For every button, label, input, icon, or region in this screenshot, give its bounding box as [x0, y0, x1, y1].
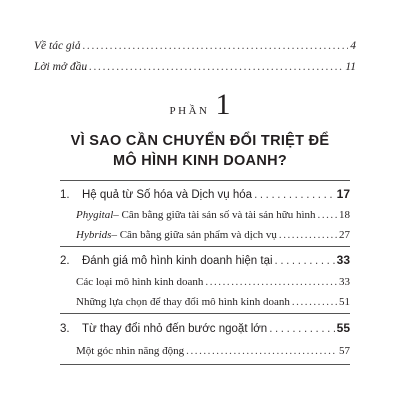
chapter-title: Đánh giá mô hình kinh doanh hiện tại [82, 255, 273, 267]
toc-entry-page: 11 [345, 61, 356, 73]
chapter-page: 55 [336, 321, 350, 335]
chapter-number: 2. [60, 255, 70, 267]
section-page: 27 [339, 229, 350, 241]
part-title-line-2: MÔ HÌNH KINH DOANH? [112, 153, 288, 169]
toc-section-hybrids[interactable] [76, 229, 350, 241]
section-page: 57 [339, 345, 350, 357]
section-title: – Cân bằng giữa tài sản số và tài sản hữu hình [113, 209, 316, 221]
toc-entry-about-author[interactable] [34, 40, 356, 52]
toc-entry-preface[interactable] [34, 61, 356, 73]
leader-dots [275, 255, 335, 267]
section-page: 51 [339, 296, 350, 308]
toc-section-business-model-types[interactable] [76, 276, 350, 288]
section-title: Những lựa chọn để thay đổi mô hình kinh doanh [76, 296, 290, 308]
leader-dots [292, 296, 337, 308]
chapter-number: 1. [60, 189, 70, 201]
section-page: 33 [339, 276, 350, 288]
section-title: – Cân bằng giữa sản phẩm và dịch vụ [111, 229, 277, 241]
part-word: PHẦN [169, 105, 210, 117]
divider [60, 364, 350, 365]
leader-dots [279, 229, 337, 241]
chapter-page: 17 [336, 187, 350, 201]
section-keyword: Phygital [76, 209, 114, 221]
section-title: Một góc nhìn năng động [76, 345, 185, 357]
chapter-title: Từ thay đổi nhỏ đến bước ngoặt lớn [82, 323, 268, 335]
leader-dots [186, 345, 337, 357]
section-keyword: Hybrids [76, 229, 112, 241]
toc-entry-page: 4 [350, 40, 356, 52]
toc-section-change-options[interactable] [76, 296, 350, 308]
leader-dots [318, 209, 337, 221]
toc-chapter-1[interactable] [60, 187, 350, 201]
section-page: 18 [339, 209, 350, 221]
toc-entry-title: Lời mở đầu [34, 61, 88, 73]
toc-chapter-3[interactable] [60, 321, 350, 335]
toc-section-dynamic-view[interactable] [76, 345, 350, 357]
part-title-line-1: VÌ SAO CẦN CHUYỂN ĐỔI TRIỆT ĐỂ [70, 133, 330, 149]
chapter-number: 3. [60, 323, 70, 335]
toc-entry-title: Về tác giả [34, 40, 81, 52]
leader-dots [269, 323, 334, 335]
part-label [0, 90, 400, 120]
divider [60, 246, 350, 247]
chapter-page: 33 [336, 253, 350, 267]
leader-dots [83, 40, 349, 52]
section-title: Các loại mô hình kinh doanh [76, 276, 204, 288]
toc-chapter-2[interactable] [60, 253, 350, 267]
divider [60, 313, 350, 314]
leader-dots [205, 276, 337, 288]
chapter-title: Hệ quả từ Số hóa và Dịch vụ hóa [82, 189, 253, 201]
leader-dots [89, 61, 343, 73]
toc-section-phygital[interactable] [76, 209, 350, 221]
divider [60, 180, 350, 181]
part-number: 1 [215, 88, 231, 121]
leader-dots [254, 189, 335, 201]
